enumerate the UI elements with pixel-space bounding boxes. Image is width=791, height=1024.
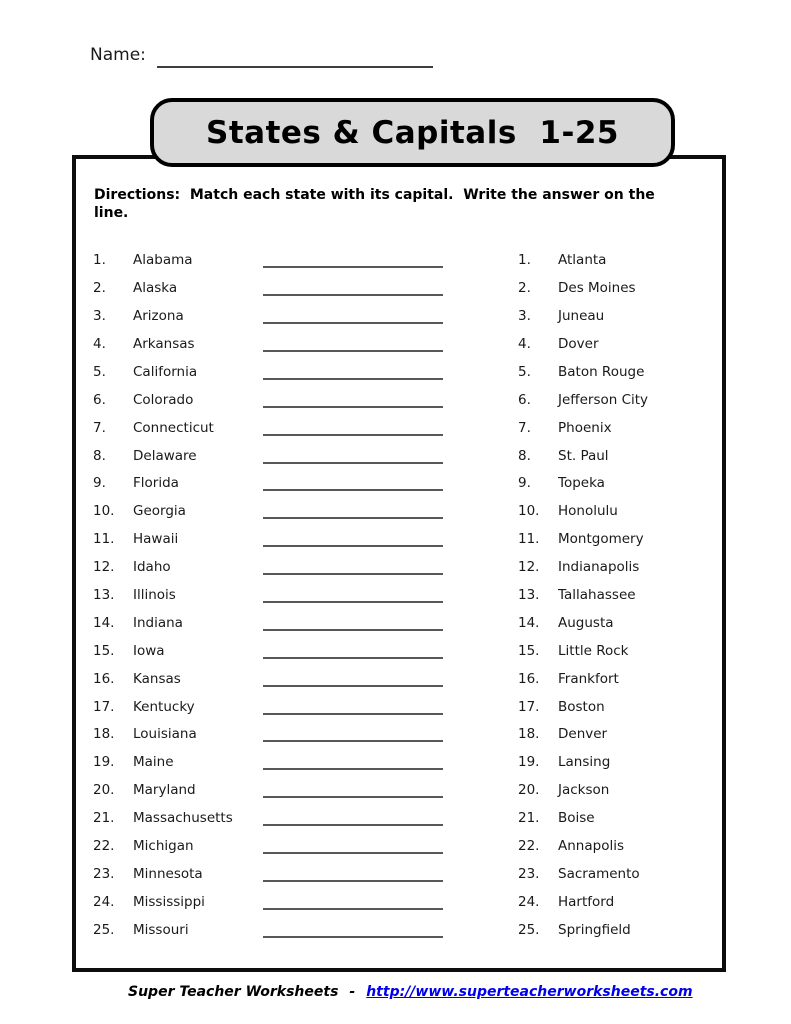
state-row [93,386,443,414]
title-banner [150,98,675,167]
footer [128,984,693,1000]
state-name: Delaware [133,447,197,464]
state-name: Illinois [133,587,176,603]
capital-number: 7. [518,419,531,436]
capital-number: 13. [518,587,540,603]
state-number: 22. [93,838,115,855]
state-row [93,860,443,888]
state-row [93,665,443,693]
capital-number: 8. [518,447,531,464]
answer-blank[interactable] [263,406,443,408]
capital-name: Boston [558,698,605,715]
capital-number: 19. [518,754,540,771]
state-name: Florida [133,475,179,492]
state-number: 9. [93,475,106,492]
capital-number: 3. [518,308,531,325]
capital-number: 5. [518,363,531,380]
capital-row [518,776,648,804]
capital-name: Montgomery [558,531,644,548]
capital-row [518,804,648,832]
answer-blank[interactable] [263,713,443,715]
answer-blank[interactable] [263,266,443,268]
state-row [93,497,443,525]
capital-name: Hartford [558,893,615,910]
state-name: Indiana [133,614,183,631]
capital-name: Juneau [558,308,605,325]
capital-row [518,609,648,637]
capital-name: Little Rock [558,642,629,659]
answer-blank[interactable] [263,573,443,575]
state-name: Maryland [133,782,196,799]
capital-name: St. Paul [558,447,609,464]
state-number: 11. [93,531,115,548]
state-row [93,609,443,637]
state-name: Missouri [133,921,189,938]
answer-blank[interactable] [263,908,443,910]
state-row [93,776,443,804]
capital-name: Frankfort [558,670,619,687]
answer-blank[interactable] [263,880,443,882]
capital-number: 11. [518,531,540,548]
state-row [93,330,443,358]
capital-name: Springfield [558,921,631,938]
capital-row [518,442,648,470]
capital-name: Des Moines [558,280,636,297]
worksheet-box [72,155,726,972]
capital-row [518,470,648,498]
capital-name: Augusta [558,614,614,631]
footer-source: Super Teacher Worksheets [128,984,339,1000]
state-name: Kentucky [133,698,195,715]
state-name: Colorado [133,391,194,408]
capital-number: 1. [518,252,531,269]
state-number: 12. [93,559,115,576]
capital-row [518,246,648,274]
answer-blank[interactable] [263,517,443,519]
capital-name: Topeka [558,475,605,492]
page-title: States & Capitals 1-25 [206,114,619,151]
state-number: 1. [93,252,106,269]
capital-row [518,497,648,525]
answer-blank[interactable] [263,657,443,659]
capital-name: Jackson [558,782,610,799]
answer-blank[interactable] [263,322,443,324]
answer-blank[interactable] [263,350,443,352]
capital-row [518,330,648,358]
state-number: 23. [93,865,115,882]
state-row [93,358,443,386]
state-name: Massachusetts [133,810,233,827]
answer-blank[interactable] [263,434,443,436]
footer-separator: - [349,984,356,1000]
state-row [93,748,443,776]
state-name: Arkansas [133,335,195,352]
capital-row [518,860,648,888]
capital-number: 17. [518,698,540,715]
capital-number: 10. [518,503,540,520]
capital-row [518,553,648,581]
capital-row [518,274,648,302]
directions-text: Directions: Match each state with its capital. Write the answer on the line. [94,187,660,222]
state-name: Minnesota [133,865,203,882]
capital-name: Baton Rouge [558,363,645,380]
state-number: 24. [93,893,115,910]
capital-name: Dover [558,335,599,352]
state-row [93,832,443,860]
name-answer-line[interactable] [157,44,433,68]
name-label: Name: [90,45,146,65]
state-name: Hawaii [133,531,179,548]
state-row [93,637,443,665]
capital-row [518,525,648,553]
capital-number: 16. [518,670,540,687]
capital-name: Boise [558,810,595,827]
capital-name: Jefferson City [558,391,649,408]
capital-name: Atlanta [558,252,607,269]
state-number: 15. [93,642,115,659]
capital-name: Tallahassee [558,587,636,603]
state-number: 25. [93,921,115,938]
state-row [93,804,443,832]
state-row [93,470,443,498]
state-row [93,693,443,721]
answer-blank[interactable] [263,796,443,798]
capital-number: 21. [518,810,540,827]
state-row [93,721,443,749]
state-name: Maine [133,754,174,771]
capital-name: Indianapolis [558,559,640,576]
state-number: 10. [93,503,115,520]
capital-row [518,414,648,442]
capital-number: 24. [518,893,540,910]
answer-blank[interactable] [263,824,443,826]
state-row [93,274,443,302]
capital-number: 2. [518,280,531,297]
state-name: Arizona [133,308,184,325]
capital-number: 22. [518,838,540,855]
capital-row [518,888,648,916]
capital-number: 15. [518,642,540,659]
capital-row [518,386,648,414]
state-row [93,442,443,470]
capital-name: Phoenix [558,419,612,436]
answer-blank[interactable] [263,852,443,854]
state-row [93,916,443,944]
state-number: 7. [93,419,106,436]
state-name: Louisiana [133,726,197,743]
capital-number: 18. [518,726,540,743]
state-name: Connecticut [133,419,214,436]
capital-number: 14. [518,614,540,631]
state-row [93,888,443,916]
answer-blank[interactable] [263,685,443,687]
capital-number: 23. [518,865,540,882]
capital-row [518,721,648,749]
capital-number: 25. [518,921,540,938]
state-number: 8. [93,447,106,464]
state-number: 5. [93,363,106,380]
capital-number: 20. [518,782,540,799]
capital-row [518,693,648,721]
state-number: 13. [93,587,115,603]
capital-row [518,302,648,330]
answer-blank[interactable] [263,545,443,547]
state-number: 4. [93,335,106,352]
capital-number: 12. [518,559,540,576]
capital-name: Lansing [558,754,611,771]
capital-row [518,832,648,860]
state-number: 20. [93,782,115,799]
footer-link[interactable]: http://www.superteacherworksheets.com [366,984,693,1000]
capital-row [518,358,648,386]
state-name: Idaho [133,559,171,576]
capital-row [518,748,648,776]
state-name: Michigan [133,838,194,855]
capital-number: 6. [518,391,531,408]
answer-blank[interactable] [263,629,443,631]
capital-name: Sacramento [558,865,640,882]
capital-name: Denver [558,726,608,743]
state-row [93,302,443,330]
capital-name: Annapolis [558,838,624,855]
capital-name: Honolulu [558,503,618,520]
capital-row [518,581,648,609]
state-name: Iowa [133,642,165,659]
capital-number: 4. [518,335,531,352]
answer-blank[interactable] [263,768,443,770]
state-number: 2. [93,280,106,297]
state-name: Georgia [133,503,186,520]
state-number: 16. [93,670,115,687]
answer-blank[interactable] [263,294,443,296]
state-name: Alaska [133,280,178,297]
capitals-col [518,246,648,943]
state-number: 14. [93,614,115,631]
answer-blank[interactable] [263,489,443,491]
state-name: California [133,363,198,380]
state-row [93,525,443,553]
state-number: 3. [93,308,106,325]
state-name: Kansas [133,670,181,687]
answer-blank[interactable] [263,936,443,938]
state-number: 19. [93,754,115,771]
capital-row [518,665,648,693]
capital-row [518,637,648,665]
answer-blank[interactable] [263,378,443,380]
states-col [93,246,443,943]
capital-number: 9. [518,475,531,492]
state-number: 6. [93,391,106,408]
state-number: 21. [93,810,115,827]
state-number: 17. [93,698,115,715]
state-row [93,553,443,581]
state-number: 18. [93,726,115,743]
state-name: Mississippi [133,893,205,910]
answer-blank[interactable] [263,601,443,603]
answer-blank[interactable] [263,740,443,742]
answer-blank[interactable] [263,462,443,464]
state-row [93,581,443,609]
capital-row [518,916,648,944]
state-row [93,246,443,274]
state-row [93,414,443,442]
state-name: Alabama [133,252,193,269]
match-columns [76,246,722,943]
